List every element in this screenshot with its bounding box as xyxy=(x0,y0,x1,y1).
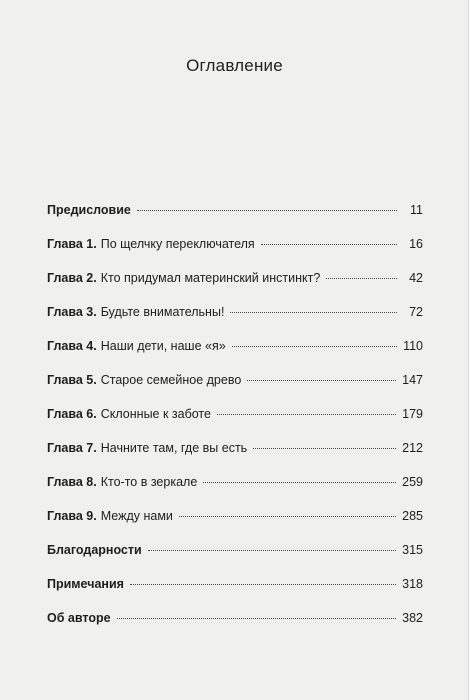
entry-title: Склонные к заботе xyxy=(100,407,211,421)
page-number: 212 xyxy=(402,441,423,455)
chapter-label: Глава 4. xyxy=(47,339,97,353)
page-number: 382 xyxy=(402,611,423,625)
chapter-label: Глава 5. xyxy=(47,373,97,387)
entry-title: Кто придумал материнский инстинкт? xyxy=(100,271,321,285)
page-number: 318 xyxy=(402,577,423,591)
toc-entry xyxy=(47,508,423,542)
dot-leader xyxy=(253,448,396,449)
dot-leader xyxy=(261,244,397,245)
dot-leader xyxy=(247,380,396,381)
page-number: 110 xyxy=(403,339,423,353)
toc-entry xyxy=(47,202,423,236)
page-title: Оглавление xyxy=(186,56,283,75)
chapter-label: Глава 3. xyxy=(47,305,97,319)
toc-entry xyxy=(47,304,423,338)
page-number: 16 xyxy=(409,237,423,251)
dot-leader xyxy=(232,346,397,347)
entry-title: Будьте внимательны! xyxy=(100,305,225,319)
dot-leader xyxy=(217,414,396,415)
dot-leader xyxy=(148,550,396,551)
page-number: 259 xyxy=(402,475,423,489)
entry-title: Кто-то в зеркале xyxy=(100,475,198,489)
chapter-label: Глава 8. xyxy=(47,475,97,489)
entry-title: Начните там, где вы есть xyxy=(100,441,248,455)
page-number: 11 xyxy=(410,203,423,217)
dot-leader xyxy=(137,210,397,211)
page-number: 147 xyxy=(402,373,423,387)
entry-title: Между нами xyxy=(100,509,173,523)
chapter-label: Глава 1. xyxy=(47,237,97,251)
toc-entry xyxy=(47,406,423,440)
page-number: 42 xyxy=(409,271,423,285)
page-number: 72 xyxy=(409,305,423,319)
toc-entry xyxy=(47,542,423,576)
page-number: 285 xyxy=(402,509,423,523)
toc-entry xyxy=(47,440,423,474)
toc-entry xyxy=(47,474,423,508)
dot-leader xyxy=(117,618,397,619)
entry-title: По щелчку переключателя xyxy=(100,237,255,251)
chapter-label: Глава 9. xyxy=(47,509,97,523)
entry-title: Предисловие xyxy=(47,203,131,217)
dot-leader xyxy=(230,312,397,313)
chapter-label: Глава 6. xyxy=(47,407,97,421)
page-number: 179 xyxy=(402,407,423,421)
toc-entry xyxy=(47,372,423,406)
toc-entry xyxy=(47,270,423,304)
entry-title: Старое семейное древо xyxy=(100,373,242,387)
dot-leader xyxy=(179,516,396,517)
chapter-label: Глава 7. xyxy=(47,441,97,455)
dot-leader xyxy=(326,278,397,279)
dot-leader xyxy=(130,584,396,585)
table-of-contents xyxy=(47,202,423,644)
entry-title: Примечания xyxy=(47,577,124,591)
entry-title: Благодарности xyxy=(47,543,142,557)
toc-entry xyxy=(47,610,423,644)
entry-title: Наши дети, наше «я» xyxy=(100,339,226,353)
chapter-label: Глава 2. xyxy=(47,271,97,285)
entry-title: Об авторе xyxy=(47,611,111,625)
dot-leader xyxy=(203,482,396,483)
page-number: 315 xyxy=(402,543,423,557)
toc-entry xyxy=(47,236,423,270)
toc-entry xyxy=(47,338,423,372)
toc-entry xyxy=(47,576,423,610)
